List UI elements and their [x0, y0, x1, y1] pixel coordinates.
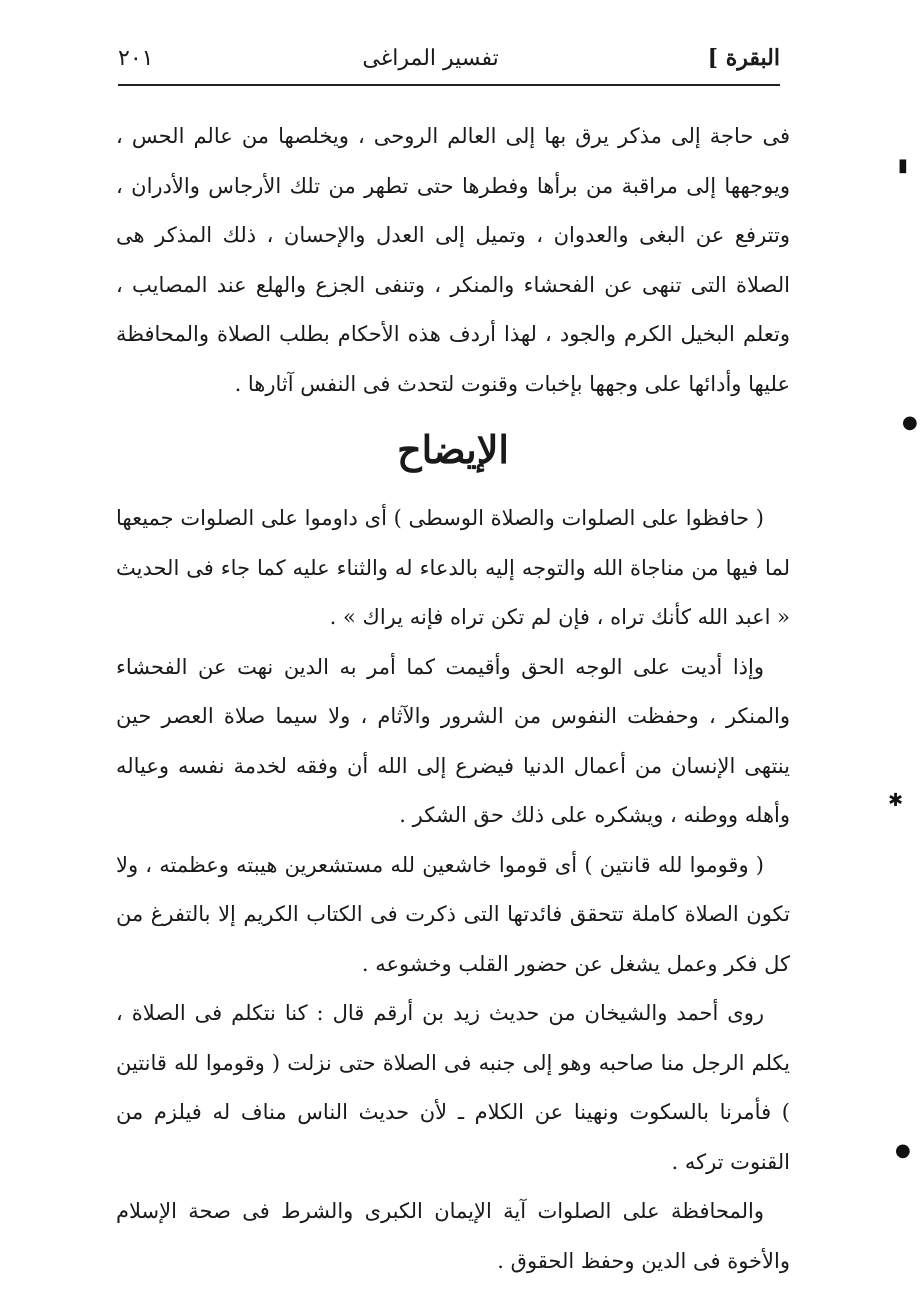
- margin-ink-mark: ✱: [888, 790, 904, 811]
- surah-name: البقرة ]: [707, 45, 780, 71]
- margin-ink-mark: ●: [895, 1140, 911, 1161]
- paragraph-5: والمحافظة على الصلوات آية الإيمان الكبرى والشرط فى صحة الإسلام والأخوة فى الدين وحفظ الحقوق .: [116, 1199, 790, 1273]
- running-header: [118, 36, 780, 80]
- header-divider: [118, 84, 780, 86]
- intro-paragraph: فى حاجة إلى مذكر يرق بها إلى العالم الروحى ، ويخلصها من عالم الحس ، ويوجهها إلى مراقبة من برأها وفطرها حتى تطهر من تلك الأرجاس والأدران ، وتترفع عن البغى والعدوان ، وتميل إلى العدل والإحسان ، ذلك المذكر هى الصلاة التى تنهى عن الفحشاء والمنكر ، وتنفى الجزع والهلع عند المصايب ، وتعلم البخيل الكرم والجود ، لهذا أردف هذه الأحكام بطلب الصلاة والمحافظة عليها وأدائها على وجهها بإخبات وقنوت لتحدث فى النفس آثارها .: [116, 124, 790, 396]
- intro-text: [116, 112, 790, 409]
- margin-ink-mark: ▮: [898, 155, 908, 176]
- paragraph-2: وإذا أديت على الوجه الحق وأقيمت كما أمر به الدين نهت عن الفحشاء والمنكر ، وحفظت النفوس من الشرور والآثام ، ولا سيما صلاة العصر حين ينتهى الإنسان من أعمال الدنيا فيضرع إلى الله أن وفقه لخدمة نفسه وعياله وأهله ووطنه ، ويشكره على ذلك حق الشكر .: [116, 654, 790, 827]
- commentary-body: [116, 494, 790, 1286]
- margin-ink-mark: ●: [902, 412, 918, 433]
- paragraph-4: روى أحمد والشيخان من حديث زيد بن أرقم قال : كنا نتكلم فى الصلاة ، يكلم الرجل منا صاحبه وهو إلى جنبه فى الصلاة حتى نزلت ( وقوموا لله قانتين ) فأمرنا بالسكوت ونهينا عن الكلام ـ لأن حديث الناس مناف له فيلزم من القنوت تركه .: [116, 1001, 790, 1174]
- section-heading: الإيضاح: [397, 427, 509, 472]
- page-number: ٢٠١: [118, 45, 154, 71]
- paragraph-3: ( وقوموا لله قانتين ) أى قوموا خاشعين لله مستشعرين هيبته وعظمته ، ولا تكون الصلاة كاملة تتحقق فائدتها التى ذكرت فى الكتاب الكريم إلا بالتفرغ من كل فكر وعمل يشغل عن حضور القلب وخشوعه .: [116, 852, 790, 976]
- paragraph-1: ( حافظوا على الصلوات والصلاة الوسطى ) أى داوموا على الصلوات جميعها لما فيها من مناجاة الله والتوجه إليه بالدعاء له والثناء عليه كما جاء فى الحديث « اعبد الله كأنك تراه ، فإن لم تكن تراه فإنه يراك » .: [116, 506, 790, 629]
- book-title: تفسير المراغى: [362, 45, 499, 71]
